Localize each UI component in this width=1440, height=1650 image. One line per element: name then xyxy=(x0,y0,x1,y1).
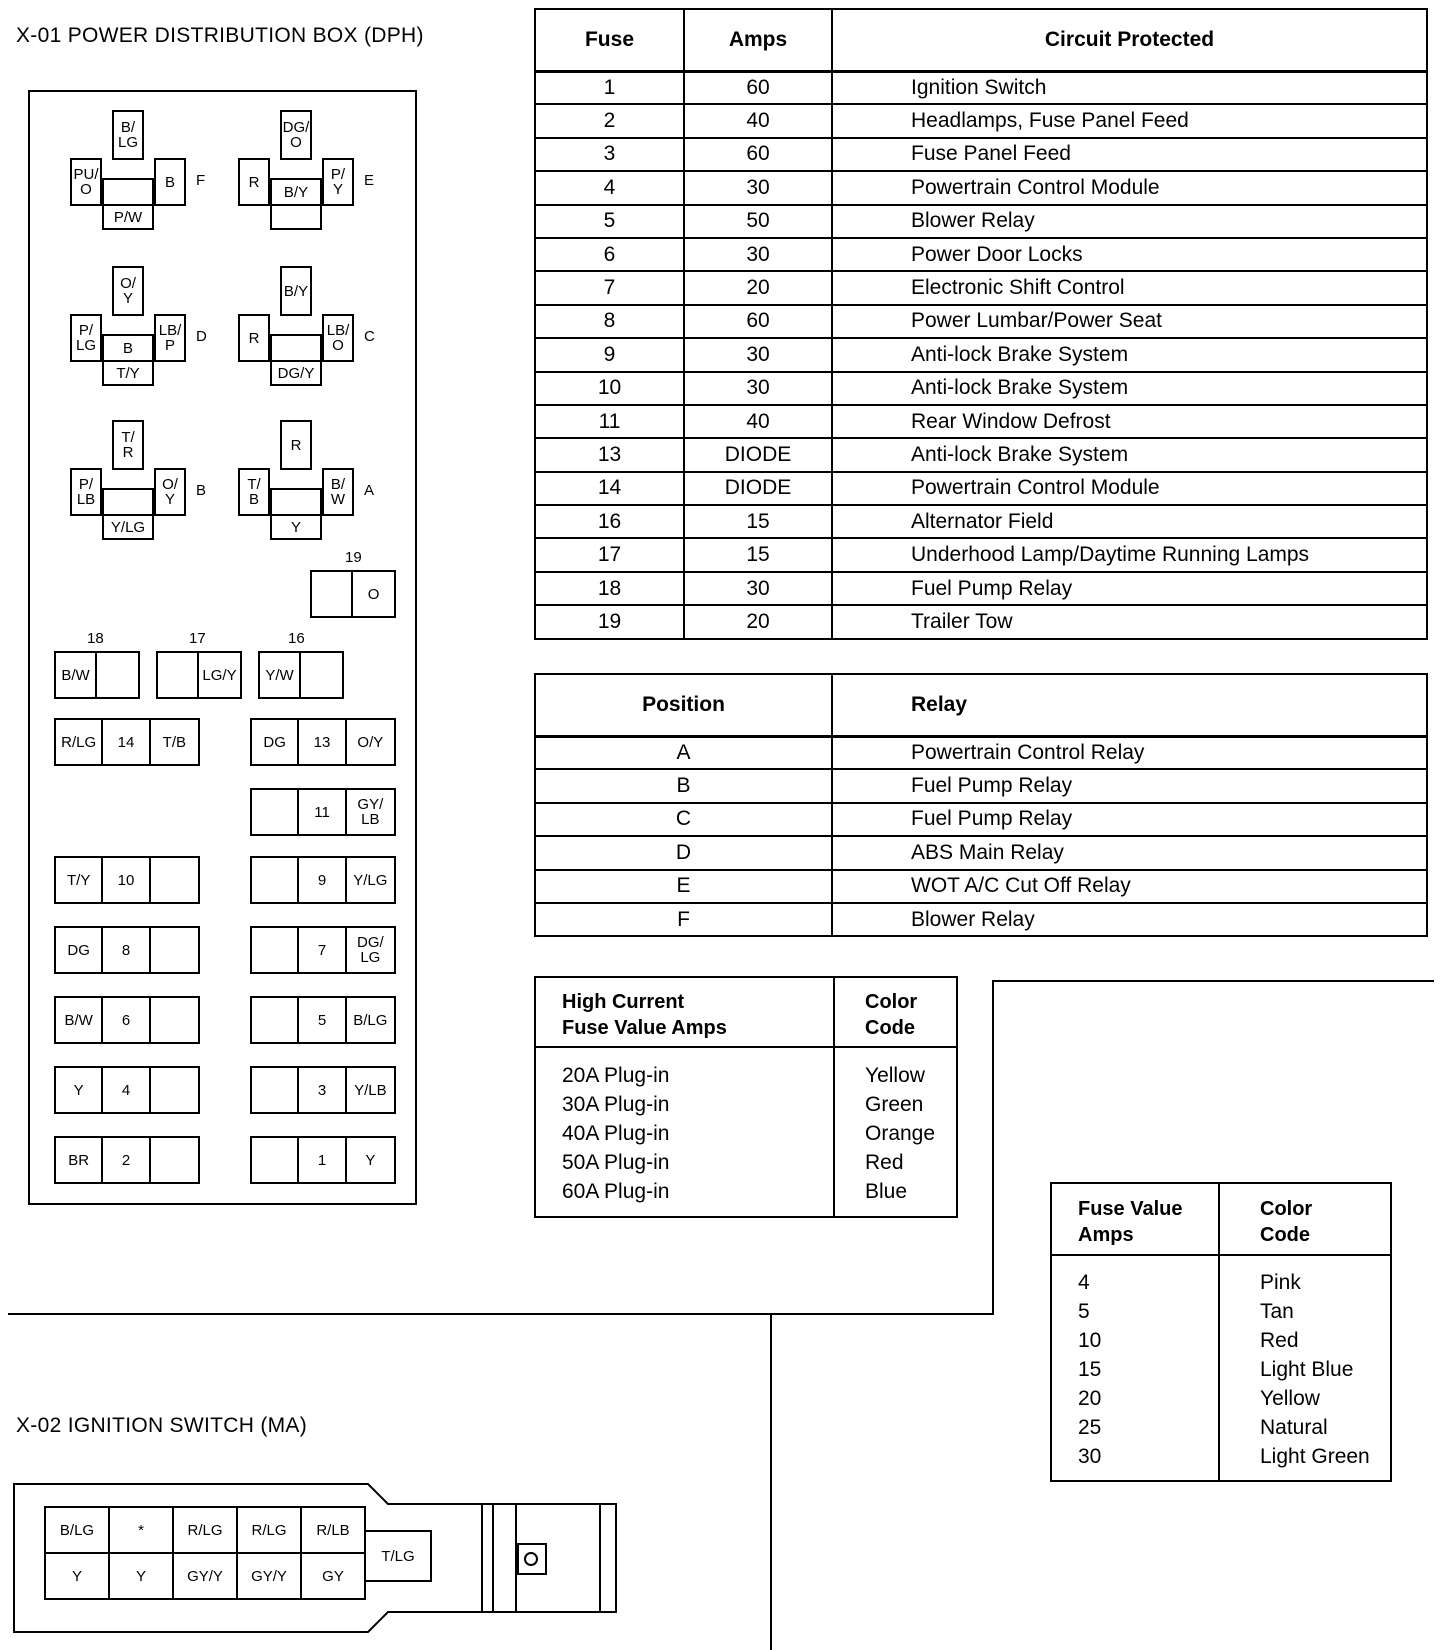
amps-header: Amps xyxy=(684,9,832,71)
fuse-color: Yellow xyxy=(1260,1387,1320,1410)
fuse-cell xyxy=(252,998,299,1042)
fuse-value-color-table xyxy=(1050,1182,1392,1482)
fuse-19-number: 19 xyxy=(345,549,362,566)
fuse-cell xyxy=(252,1068,299,1112)
high-current-value-header: High Current Fuse Value Amps xyxy=(536,978,833,1048)
relay-a-right-terminal: B/ W xyxy=(322,468,354,516)
fuse-16-cell xyxy=(301,653,342,697)
fuse-cell: 1 xyxy=(299,1138,346,1182)
relay-position: A xyxy=(535,736,832,769)
fuse-cell xyxy=(151,1138,198,1182)
relay-d-right-terminal: LB/ P xyxy=(154,314,186,362)
fuse-table-row xyxy=(535,238,1427,271)
fuse-cell: 10 xyxy=(103,858,150,902)
fuse-row-left xyxy=(54,856,200,904)
fuse-18-number: 18 xyxy=(87,630,104,647)
relay-e-bottom-terminal xyxy=(270,204,322,230)
fuse-number: 2 xyxy=(535,104,684,137)
fuse-18-slot xyxy=(54,651,140,699)
fuse-circuit: Alternator Field xyxy=(832,505,1427,538)
fuse-number: 11 xyxy=(535,405,684,438)
fuse-cell: 2 xyxy=(103,1138,150,1182)
fuse-table-row xyxy=(535,104,1427,137)
relay-c-right-terminal: LB/ O xyxy=(322,314,354,362)
relay-c-bottom-terminal: DG/Y xyxy=(270,360,322,386)
fuse-18-cell xyxy=(97,653,138,697)
high-current-color: Green xyxy=(865,1093,924,1116)
ignition-terminal-side: T/LG xyxy=(364,1530,432,1582)
fuse-table-row xyxy=(535,605,1427,638)
fuse-header: Fuse xyxy=(535,9,684,71)
fuse-row-left xyxy=(54,996,200,1044)
fuse-cell: 7 xyxy=(299,928,346,972)
fuse-amps: 30 xyxy=(684,372,832,405)
fuse-cell: B/W xyxy=(56,998,103,1042)
fuse-circuit: Ignition Switch xyxy=(832,71,1427,104)
circuit-header: Circuit Protected xyxy=(832,9,1427,71)
relay-name: Fuel Pump Relay xyxy=(832,803,1427,836)
relay-table xyxy=(534,673,1428,937)
relay-f-center-terminal xyxy=(102,178,154,206)
ignition-terminal-bottom: Y xyxy=(44,1552,110,1600)
relay-d-top-terminal: O/ Y xyxy=(112,266,144,316)
relay-table-row xyxy=(535,836,1427,869)
fuse-number: 9 xyxy=(535,338,684,371)
fuse-cell: O/Y xyxy=(357,733,384,751)
fuse-row-right xyxy=(250,1136,396,1184)
relay-b-top-terminal: T/ R xyxy=(112,420,144,470)
fuse-cell xyxy=(252,858,299,902)
relay-a-left-terminal: T/ B xyxy=(238,468,270,516)
ignition-terminal-bottom: GY/Y xyxy=(172,1552,238,1600)
fuse-row-left xyxy=(54,718,200,766)
fuse-table-row xyxy=(535,71,1427,104)
high-current-fuse-value: 30A Plug-in xyxy=(562,1093,670,1116)
fuse-amps: 20 xyxy=(684,271,832,304)
fuse-amps: 60 xyxy=(684,305,832,338)
fuse-number: 5 xyxy=(535,205,684,238)
fuse-circuit: Blower Relay xyxy=(832,205,1427,238)
fuse-circuit: Electronic Shift Control xyxy=(832,271,1427,304)
high-current-color-header: Color Code xyxy=(835,978,956,1048)
relay-table-row xyxy=(535,769,1427,802)
relay-position: C xyxy=(535,803,832,836)
relay-c-top-terminal: B/Y xyxy=(280,266,312,316)
fuse-cell xyxy=(151,998,198,1042)
fuse-cell xyxy=(151,928,198,972)
fuse-circuit: Anti-lock Brake System xyxy=(832,438,1427,471)
fuse-cell: DG xyxy=(56,928,103,972)
relay-table-row xyxy=(535,803,1427,836)
high-current-color: Orange xyxy=(865,1122,936,1145)
fuse-value: 4 xyxy=(1078,1271,1090,1294)
fuse-color: Light Green xyxy=(1260,1445,1370,1468)
fuse-17-cell: LG/Y xyxy=(202,666,237,684)
high-current-fuse-value: 40A Plug-in xyxy=(562,1122,670,1145)
relay-a-top-terminal: R xyxy=(280,420,312,470)
relay-table-row xyxy=(535,903,1427,936)
fuse-number: 10 xyxy=(535,372,684,405)
fuse-table-row xyxy=(535,338,1427,371)
fuse-cell: 4 xyxy=(103,1068,150,1112)
relay-e-top-terminal: DG/ O xyxy=(280,110,312,160)
fuse-circuit: Powertrain Control Module xyxy=(832,171,1427,204)
fuse-table-row xyxy=(535,372,1427,405)
relay-position: D xyxy=(535,836,832,869)
fuse-table-row xyxy=(535,171,1427,204)
fuse-cell: BR xyxy=(56,1138,103,1182)
fuse-row-right xyxy=(250,1066,396,1114)
ignition-terminal-top: * xyxy=(108,1506,174,1554)
fuse-cell xyxy=(252,1138,299,1182)
fuse-number: 14 xyxy=(535,472,684,505)
fuse-table-row xyxy=(535,505,1427,538)
fuse-amps: DIODE xyxy=(684,472,832,505)
position-header: Position xyxy=(535,674,832,736)
fuse-number: 17 xyxy=(535,538,684,571)
fuse-row-right xyxy=(250,926,396,974)
fuse-amps: 60 xyxy=(684,71,832,104)
fuse-cell: DG xyxy=(252,720,299,764)
section-divider-horizontal xyxy=(8,1313,994,1315)
fuse-amps: 30 xyxy=(684,572,832,605)
relay-d-letter: D xyxy=(196,328,207,345)
relay-e-right-terminal: P/ Y xyxy=(322,158,354,206)
fuse-table-row xyxy=(535,205,1427,238)
ignition-terminal-top: B/LG xyxy=(44,1506,110,1554)
fuse-color-header: Color Code xyxy=(1220,1184,1390,1256)
fuse-circuit: Trailer Tow xyxy=(832,605,1427,638)
relay-a-bottom-terminal: Y xyxy=(270,514,322,540)
fuse-17-number: 17 xyxy=(189,630,206,647)
fuse-17-slot xyxy=(156,651,242,699)
fuse-row-right xyxy=(250,856,396,904)
fuse-number: 3 xyxy=(535,138,684,171)
fuse-amps: 30 xyxy=(684,171,832,204)
fuse-value: 5 xyxy=(1078,1300,1090,1323)
ignition-terminal-top: R/LG xyxy=(236,1506,302,1554)
relay-header: Relay xyxy=(832,674,1427,736)
relay-e-left-terminal: R xyxy=(238,158,270,206)
fuse-circuit: Rear Window Defrost xyxy=(832,405,1427,438)
fuse-circuit: Anti-lock Brake System xyxy=(832,372,1427,405)
fuse-table-row xyxy=(535,538,1427,571)
fuse-cell xyxy=(252,790,299,834)
relay-f-letter: F xyxy=(196,172,206,189)
fuse-cell: 8 xyxy=(103,928,150,972)
fuse-16-cell: Y/W xyxy=(260,653,301,697)
fuse-circuit: Anti-lock Brake System xyxy=(832,338,1427,371)
fuse-cell: 9 xyxy=(299,858,346,902)
relay-position: E xyxy=(535,870,832,903)
relay-e-center-terminal: B/Y xyxy=(270,178,322,206)
fuse-value: 15 xyxy=(1078,1358,1102,1381)
fuse-amps: 15 xyxy=(684,505,832,538)
fuse-table-row xyxy=(535,572,1427,605)
relay-c-left-terminal: R xyxy=(238,314,270,362)
high-current-fuse-value: 50A Plug-in xyxy=(562,1151,670,1174)
fuse-cell: T/B xyxy=(162,733,187,751)
relay-f-right-terminal: B xyxy=(154,158,186,206)
relay-d-center-terminal: B xyxy=(102,334,154,362)
fuse-table-row xyxy=(535,438,1427,471)
fuse-row-right xyxy=(250,788,396,836)
fuse-amps: 20 xyxy=(684,605,832,638)
fuse-circuit: Underhood Lamp/Daytime Running Lamps xyxy=(832,538,1427,571)
fuse-color: Red xyxy=(1260,1329,1299,1352)
relay-f-bottom-terminal: P/W xyxy=(102,204,154,230)
fuse-table-row xyxy=(535,271,1427,304)
fuse-circuit: Headlamps, Fuse Panel Feed xyxy=(832,104,1427,137)
fuse-cell: 3 xyxy=(299,1068,346,1112)
relay-name: ABS Main Relay xyxy=(832,836,1427,869)
fuse-cell: 6 xyxy=(103,998,150,1042)
fuse-cell: 14 xyxy=(103,720,150,764)
relay-name: Blower Relay xyxy=(832,903,1427,936)
section-divider-top-right xyxy=(992,980,1434,982)
fuse-row-left xyxy=(54,1066,200,1114)
fuse-number: 19 xyxy=(535,605,684,638)
fuse-19-cell xyxy=(312,572,353,616)
fuse-amps: 40 xyxy=(684,104,832,137)
fuse-circuit: Power Lumbar/Power Seat xyxy=(832,305,1427,338)
high-current-color: Blue xyxy=(865,1180,908,1203)
relay-c-center-terminal xyxy=(270,334,322,362)
fuse-amps: 60 xyxy=(684,138,832,171)
relay-a-letter: A xyxy=(364,482,375,499)
fuse-value: 30 xyxy=(1078,1445,1102,1468)
fuse-value: 10 xyxy=(1078,1329,1102,1352)
fuse-cell: B/LG xyxy=(353,1011,388,1029)
fuse-table-row xyxy=(535,405,1427,438)
fuse-16-number: 16 xyxy=(288,630,305,647)
relay-position: F xyxy=(535,903,832,936)
fuse-number: 16 xyxy=(535,505,684,538)
high-current-color: Yellow xyxy=(865,1064,925,1087)
high-current-color: Red xyxy=(865,1151,904,1174)
fuse-table-row xyxy=(535,138,1427,171)
fuse-table-row xyxy=(535,305,1427,338)
fuse-amps: 15 xyxy=(684,538,832,571)
fuse-amps: 30 xyxy=(684,238,832,271)
fuse-value: 20 xyxy=(1078,1387,1102,1410)
ignition-terminal-bottom: GY/Y xyxy=(236,1552,302,1600)
fuse-cell: 5 xyxy=(299,998,346,1042)
fuse-color: Pink xyxy=(1260,1271,1301,1294)
fuse-cell: R/LG xyxy=(56,720,103,764)
fuse-cell: 13 xyxy=(299,720,346,764)
relay-a-center-terminal xyxy=(270,488,322,516)
fuse-row-right xyxy=(250,718,396,766)
fuse-row-left xyxy=(54,1136,200,1184)
fuse-circuit: Fuse Panel Feed xyxy=(832,138,1427,171)
fuse-table xyxy=(534,8,1428,640)
fuse-cell: 11 xyxy=(299,790,346,834)
fuse-cell: Y xyxy=(56,1068,103,1112)
relay-name: Powertrain Control Relay xyxy=(832,736,1427,769)
fuse-row-right xyxy=(250,996,396,1044)
fuse-cell xyxy=(252,928,299,972)
ignition-terminal-bottom: GY xyxy=(300,1552,366,1600)
fuse-19-slot xyxy=(310,570,396,618)
relay-name: Fuel Pump Relay xyxy=(832,769,1427,802)
fuse-number: 7 xyxy=(535,271,684,304)
fuse-amps: 50 xyxy=(684,205,832,238)
relay-f-top-terminal: B/ LG xyxy=(112,110,144,160)
fuse-circuit: Power Door Locks xyxy=(832,238,1427,271)
relay-table-row xyxy=(535,870,1427,903)
fuse-cell: Y/LG xyxy=(353,871,388,889)
fuse-number: 13 xyxy=(535,438,684,471)
relay-b-letter: B xyxy=(196,482,207,499)
fuse-19-cell: O xyxy=(367,585,380,603)
fuse-number: 1 xyxy=(535,71,684,104)
fuse-color: Light Blue xyxy=(1260,1358,1354,1381)
fuse-amps: DIODE xyxy=(684,438,832,471)
fuse-number: 18 xyxy=(535,572,684,605)
fuse-circuit: Powertrain Control Module xyxy=(832,472,1427,505)
fuse-cell xyxy=(151,858,198,902)
fuse-row-left xyxy=(54,926,200,974)
relay-b-center-terminal xyxy=(102,488,154,516)
fuse-value: 25 xyxy=(1078,1416,1102,1439)
relay-b-right-terminal: O/ Y xyxy=(154,468,186,516)
section-divider-vertical-bottom xyxy=(770,1313,772,1650)
fuse-amps: 30 xyxy=(684,338,832,371)
relay-e-letter: E xyxy=(364,172,375,189)
relay-d-left-terminal: P/ LG xyxy=(70,314,102,362)
high-current-fuse-value: 20A Plug-in xyxy=(562,1064,670,1087)
relay-d-bottom-terminal: T/Y xyxy=(102,360,154,386)
fuse-18-cell: B/W xyxy=(56,653,97,697)
fuse-number: 8 xyxy=(535,305,684,338)
fuse-amps: 40 xyxy=(684,405,832,438)
fuse-cell: Y/LB xyxy=(354,1081,387,1099)
fuse-value-header: Fuse Value Amps xyxy=(1052,1184,1218,1256)
relay-b-left-terminal: P/ LB xyxy=(70,468,102,516)
fuse-cell: GY/ LB xyxy=(357,796,384,828)
fuse-cell: T/Y xyxy=(56,858,103,902)
relay-table-row xyxy=(535,736,1427,769)
fuse-number: 6 xyxy=(535,238,684,271)
fuse-circuit: Fuel Pump Relay xyxy=(832,572,1427,605)
x02-title: X-02 IGNITION SWITCH (MA) xyxy=(16,1414,307,1437)
ignition-terminal-top: R/LG xyxy=(172,1506,238,1554)
fuse-color: Tan xyxy=(1260,1300,1294,1323)
fuse-table-row xyxy=(535,472,1427,505)
fuse-17-cell xyxy=(158,653,199,697)
fuse-number: 4 xyxy=(535,171,684,204)
fuse-cell xyxy=(151,1068,198,1112)
relay-f-left-terminal: PU/ O xyxy=(70,158,102,206)
fuse-cell: DG/ LG xyxy=(357,934,384,966)
x01-title: X-01 POWER DISTRIBUTION BOX (DPH) xyxy=(16,24,424,47)
relay-c-letter: C xyxy=(364,328,375,345)
relay-name: WOT A/C Cut Off Relay xyxy=(832,870,1427,903)
relay-position: B xyxy=(535,769,832,802)
high-current-fuse-value: 60A Plug-in xyxy=(562,1180,670,1203)
fuse-16-slot xyxy=(258,651,344,699)
section-divider-vertical-right xyxy=(992,980,994,1315)
fuse-color: Natural xyxy=(1260,1416,1328,1439)
relay-b-bottom-terminal: Y/LG xyxy=(102,514,154,540)
high-current-color-table xyxy=(534,976,958,1218)
fuse-cell: Y xyxy=(365,1151,376,1169)
ignition-terminal-top: R/LB xyxy=(300,1506,366,1554)
ignition-terminal-bottom: Y xyxy=(108,1552,174,1600)
